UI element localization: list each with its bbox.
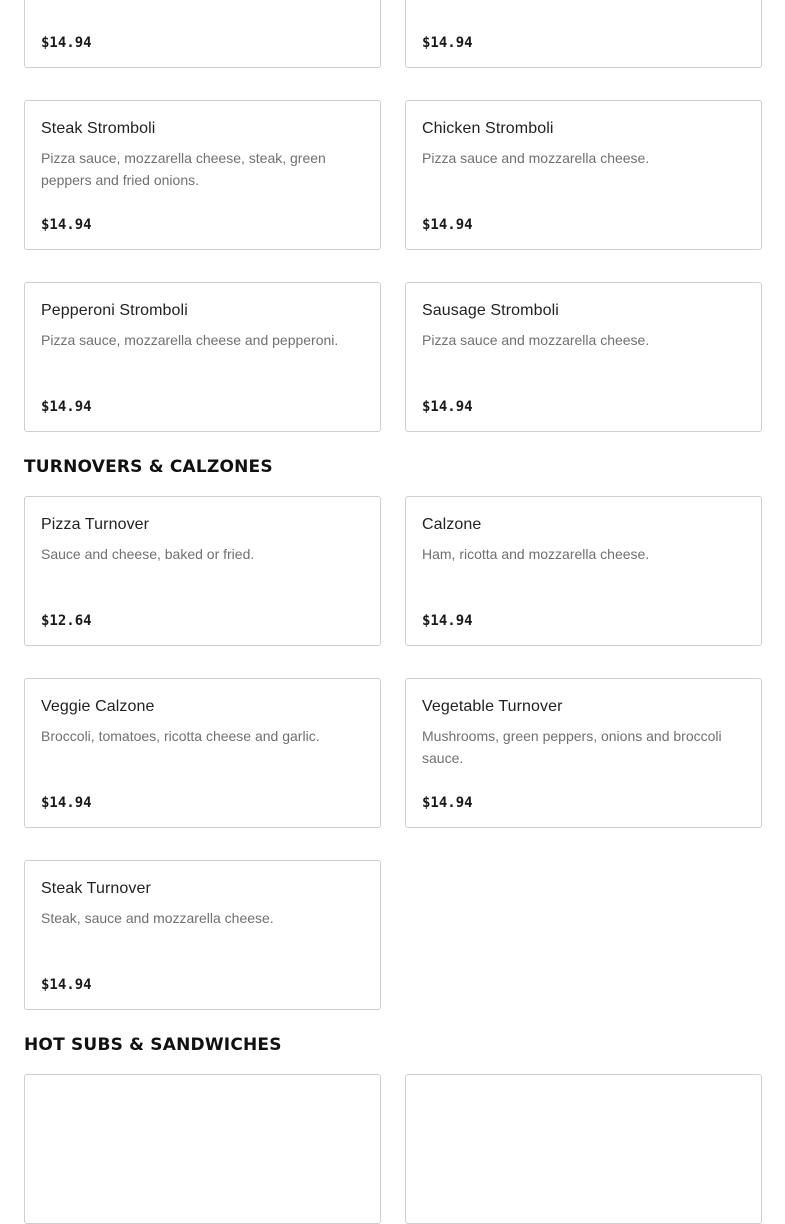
menu-item-card[interactable] bbox=[405, 0, 762, 68]
item-name: Calzone bbox=[422, 516, 482, 533]
menu-item-card[interactable] bbox=[405, 496, 762, 646]
menu-item-card[interactable] bbox=[405, 100, 762, 250]
menu-item-card[interactable] bbox=[24, 860, 381, 1010]
item-price: $14.94 bbox=[41, 977, 92, 993]
menu-item-card[interactable] bbox=[24, 1074, 381, 1224]
item-description: Sauce and cheese, baked or fried. bbox=[41, 546, 255, 562]
item-description: Mushrooms, green peppers, onions and broccoli sauce. bbox=[422, 728, 722, 766]
item-description: Ham, ricotta and mozzarella cheese. bbox=[422, 546, 650, 562]
section-heading-hot-subs: HOT SUBS & SANDWICHES bbox=[24, 1035, 282, 1055]
item-description: Pizza sauce, mozzarella cheese and pepperoni. bbox=[41, 332, 339, 348]
menu-item-card[interactable] bbox=[405, 1074, 762, 1224]
item-price: $14.94 bbox=[422, 795, 473, 811]
item-price: $14.94 bbox=[422, 217, 473, 233]
item-price: $14.94 bbox=[41, 399, 92, 415]
item-price: $14.94 bbox=[422, 613, 473, 629]
item-price: $14.94 bbox=[422, 399, 473, 415]
item-name: Steak Turnover bbox=[41, 880, 151, 897]
menu-item-card[interactable] bbox=[24, 0, 381, 68]
menu-item-card[interactable] bbox=[24, 100, 381, 250]
item-name: Veggie Calzone bbox=[41, 698, 155, 715]
item-name: Sausage Stromboli bbox=[422, 302, 559, 319]
menu-item-card[interactable] bbox=[24, 678, 381, 828]
menu-item-card[interactable] bbox=[24, 496, 381, 646]
item-description: Pizza sauce and mozzarella cheese. bbox=[422, 332, 650, 348]
section-heading-turnovers: TURNOVERS & CALZONES bbox=[24, 457, 273, 477]
item-price: $14.94 bbox=[422, 35, 473, 51]
item-description: Steak, sauce and mozzarella cheese. bbox=[41, 910, 274, 926]
item-price: $14.94 bbox=[41, 795, 92, 811]
item-description: Broccoli, tomatoes, ricotta cheese and garlic. bbox=[41, 728, 320, 744]
item-name: Pepperoni Stromboli bbox=[41, 302, 188, 319]
item-price: $12.64 bbox=[41, 613, 92, 629]
item-name: Steak Stromboli bbox=[41, 120, 156, 137]
item-name: Chicken Stromboli bbox=[422, 120, 554, 137]
menu-item-card[interactable] bbox=[405, 678, 762, 828]
item-price: $14.94 bbox=[41, 35, 92, 51]
item-name: Pizza Turnover bbox=[41, 516, 150, 533]
item-price: $14.94 bbox=[41, 217, 92, 233]
item-name: Vegetable Turnover bbox=[422, 698, 563, 715]
item-description: Pizza sauce, mozzarella cheese, steak, green peppers and fried onions. bbox=[41, 150, 326, 188]
menu-item-card[interactable] bbox=[405, 282, 762, 432]
item-description: Pizza sauce and mozzarella cheese. bbox=[422, 150, 650, 166]
menu-item-card[interactable] bbox=[24, 282, 381, 432]
